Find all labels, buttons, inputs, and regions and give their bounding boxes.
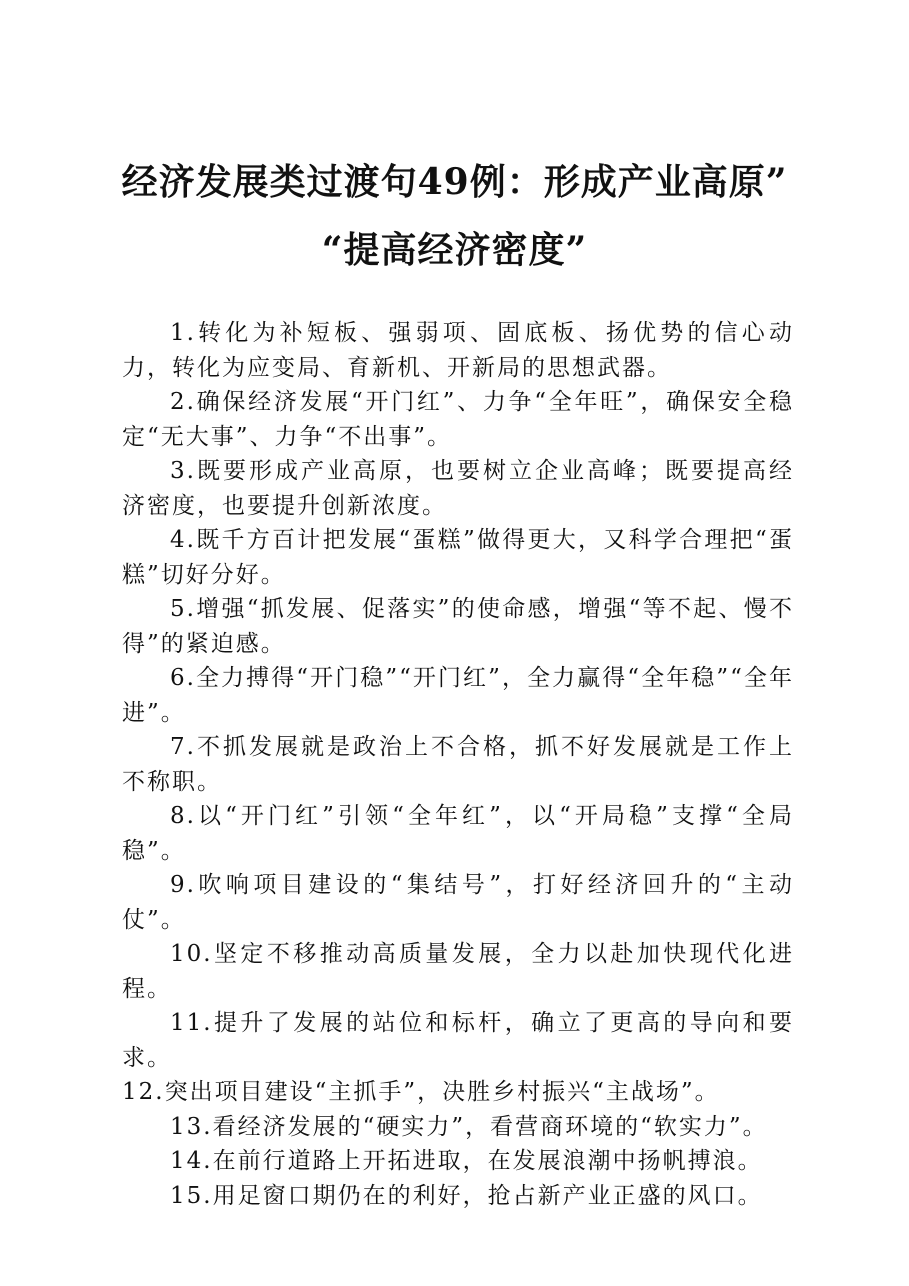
paragraph-4: 4.既千方百计把发展“蛋糕”做得更大，又科学合理把“蛋糕”切好分好。 xyxy=(122,527,794,588)
paragraph-12: 12.突出项目建设“主抓手”，决胜乡村振兴“主战场”。 xyxy=(122,1079,720,1105)
paragraph-15: 15.用足窗口期仍在的利好，抢占新产业正盛的风口。 xyxy=(170,1182,763,1209)
paragraph-1: 1.转化为补短板、强弱项、固底板、扬优势的信心动力，转化为应变局、育新机、开新局的思想武器。 xyxy=(122,320,794,381)
paragraph-9: 9.吹响项目建设的“集结号”，打好经济回升的“主动仗”。 xyxy=(122,872,794,933)
paragraph-5: 5.增强“抓发展、促落实”的使命感，增强“等不起、慢不得”的紧迫感。 xyxy=(122,596,794,657)
paragraph-6: 6.全力搏得“开门稳”“开门红”，全力赢得“全年稳”“全年进”。 xyxy=(122,665,794,726)
document-body xyxy=(122,316,794,1213)
paragraph-2: 2.确保经济发展“开门红”、力争“全年旺”，确保安全稳定“无大事”、力争“不出事”。 xyxy=(122,389,794,450)
paragraph-7: 7.不抓发展就是政治上不合格，抓不好发展就是工作上不称职。 xyxy=(122,734,794,795)
document-title-line-1: 经济发展类过渡句49例：形成产业高原” xyxy=(121,161,788,203)
paragraph-14: 14.在前行道路上开拓进取，在发展浪潮中扬帆搏浪。 xyxy=(170,1148,763,1174)
paragraph-13: 13.看经济发展的“硬实力”，看营商环境的“软实力”。 xyxy=(170,1113,768,1140)
paragraph-10: 10.坚定不移推动高质量发展，全力以赴加快现代化进程。 xyxy=(122,941,794,1002)
paragraph-8: 8.以“开门红”引领“全年红”，以“开局稳”支撑“全局稳”。 xyxy=(122,803,794,864)
paragraph-11: 11.提升了发展的站位和标杆，确立了更高的导向和要求。 xyxy=(122,1010,794,1071)
document-title-line-2: “提高经济密度” xyxy=(321,229,588,271)
paragraph-3: 3.既要形成产业高原，也要树立企业高峰；既要提高经济密度，也要提升创新浓度。 xyxy=(122,458,794,519)
